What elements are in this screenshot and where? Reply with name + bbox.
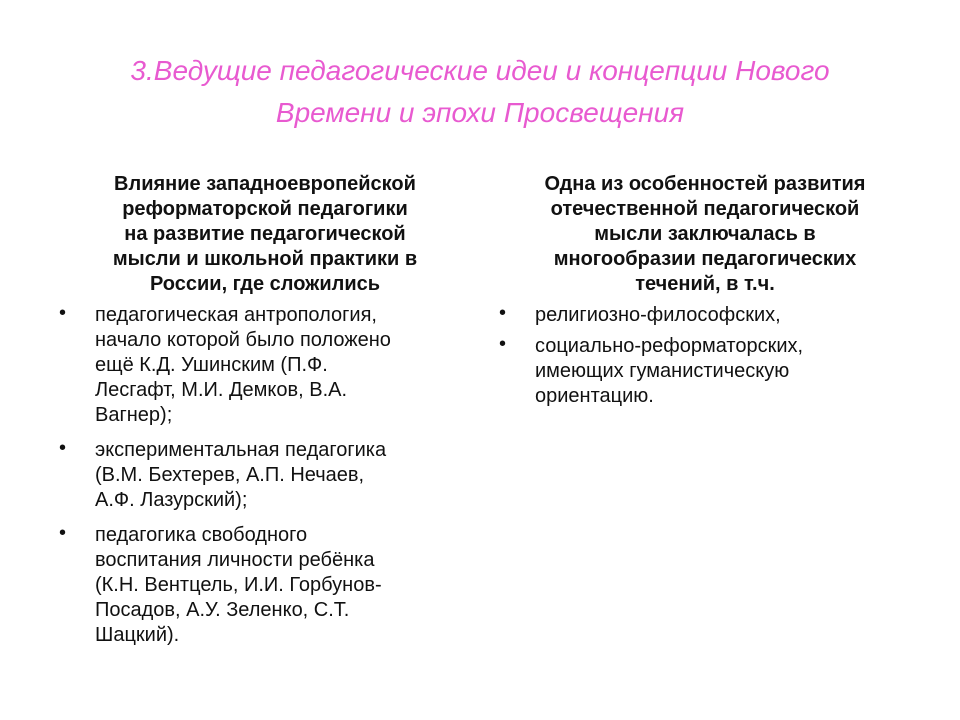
bullet-icon: • [59,522,67,544]
list-item [55,303,475,428]
slide-title [40,50,920,134]
left-heading-line: реформаторской педагогики [122,198,408,220]
right-heading-line: Одна из особенностей развития [544,173,866,195]
right-heading-line: отечественной педагогической [550,198,860,220]
bullet-icon: • [59,302,67,324]
left-bullet-list [55,303,475,648]
list-item-line: Посадов, А.У. Зеленко, С.Т. [95,599,350,621]
bullet-icon: • [59,437,67,459]
right-heading-line: многообразии педагогических [553,248,857,270]
left-heading-line: на развитие педагогической [124,223,406,245]
right-column [495,172,915,415]
list-item-line: религиозно-философских, [535,304,781,326]
list-item-line: ещё К.Д. Ушинским (П.Ф. [95,354,328,376]
list-item-line: педагогика свободного [95,524,308,546]
list-item [55,438,475,513]
list-item-line: начало которой было положено [95,329,391,351]
list-item-line: экспериментальная педагогика [95,439,387,461]
list-item-line: Вагнер); [95,404,173,426]
slide-title-line-1: 3.Ведущие педагогические идеи и концепции Нового [130,55,830,86]
list-item-line: Лесгафт, М.И. Демков, В.А. [95,379,348,401]
left-column-heading [55,172,475,297]
list-item [495,334,915,409]
left-heading-line: Влияние западноевропейской [114,173,416,195]
list-item [55,523,475,648]
list-item-line: А.Ф. Лазурский); [95,489,248,511]
list-item-line: имеющих гуманистическую [535,360,790,382]
right-column-heading [495,172,915,297]
slide-title-line-2: Времени и эпохи Просвещения [275,97,685,128]
list-item-line: (К.Н. Вентцель, И.И. Горбунов- [95,574,382,596]
list-item-line: воспитания личности ребёнка [95,549,375,571]
bullet-icon: • [499,333,507,355]
right-heading-line: мысли заключалась в [594,223,816,245]
list-item-line: Шацкий). [95,624,180,646]
list-item-line: педагогическая антропология, [95,304,377,326]
right-heading-line: течений, в т.ч. [635,273,775,295]
list-item [495,303,915,328]
right-bullet-list [495,303,915,409]
list-item-line: ориентацию. [535,385,654,407]
left-heading-line: мысли и школьной практики в [112,248,418,270]
list-item-line: социально-реформаторских, [535,335,804,357]
left-heading-line: России, где сложились [149,273,381,295]
list-item-line: (В.М. Бехтерев, А.П. Нечаев, [95,464,365,486]
left-column [55,172,475,658]
bullet-icon: • [499,302,507,324]
